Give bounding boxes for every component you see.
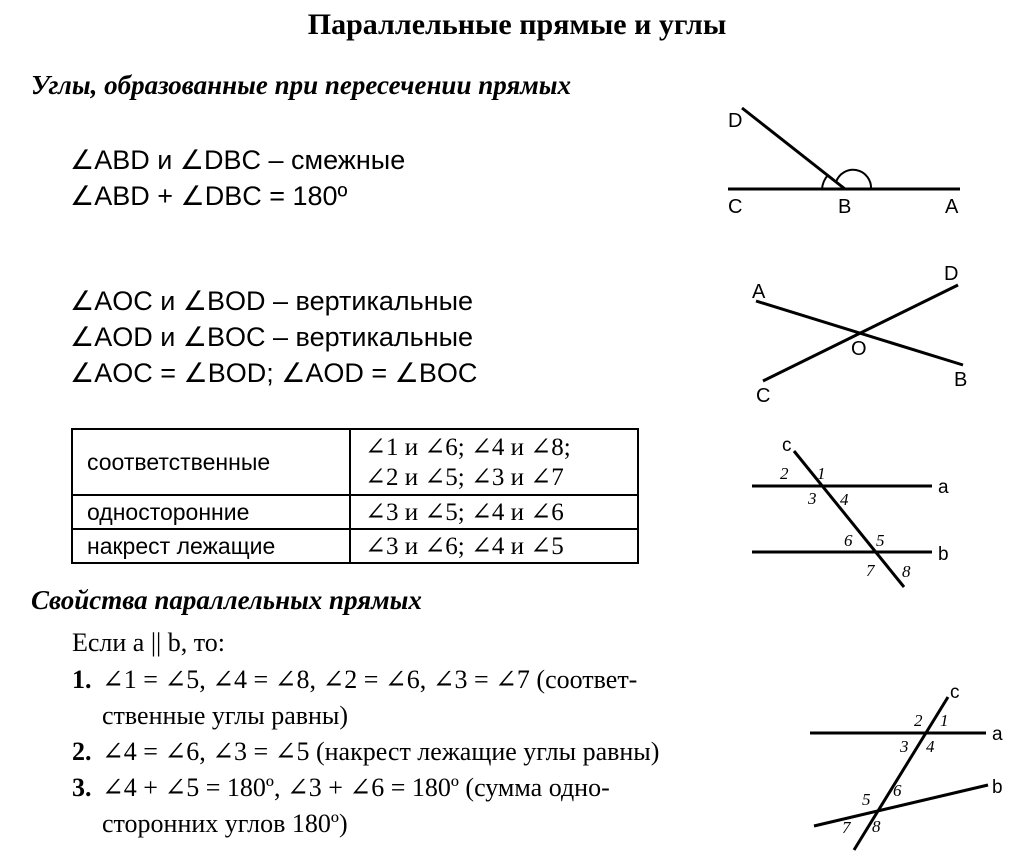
adjacent-line-2: ∠ABD + ∠DBC = 180º: [70, 181, 348, 211]
label-3: 3: [808, 489, 817, 508]
label-b: B: [954, 369, 968, 391]
label-3: 3: [900, 737, 909, 756]
page-title: Параллельные прямые и углы: [307, 8, 727, 41]
label-5: 5: [876, 531, 885, 550]
label-5: 5: [862, 790, 871, 809]
properties-intro: Если a || b, то:: [72, 628, 226, 657]
item-number: 1.: [72, 665, 92, 694]
row-values-line: ∠2 и ∠5; ∠3 и ∠7: [365, 464, 564, 491]
label-c: c: [782, 435, 792, 456]
label-4: 4: [926, 737, 935, 756]
row-values: ∠3 и ∠5; ∠4 и ∠6: [350, 495, 638, 529]
row-name: накрест лежащие: [72, 529, 350, 563]
transversal-c: [854, 697, 948, 850]
row-name: соответственные: [72, 429, 350, 495]
label-6: 6: [844, 531, 853, 550]
adjacent-line-1: ∠ABD и ∠DBC – смежные: [70, 145, 406, 175]
label-b: b: [992, 777, 1003, 798]
vertical-line-1: ∠AOC и ∠BOD – вертикальные: [70, 286, 474, 316]
label-1: 1: [940, 711, 949, 730]
item-text: ственные углы равны): [102, 701, 349, 730]
label-6: 6: [893, 781, 902, 800]
label-b: B: [838, 196, 852, 218]
item-text: ∠1 = ∠5, ∠4 = ∠8, ∠2 = ∠6, ∠3 = ∠7 (соответ-: [102, 665, 638, 694]
label-7: 7: [842, 818, 851, 837]
label-7: 7: [866, 561, 875, 580]
item-text: ∠4 = ∠6, ∠3 = ∠5 (накрест лежащие углы равны): [102, 737, 660, 766]
row-values: ∠3 и ∠6; ∠4 и ∠5: [350, 529, 638, 563]
label-1: 1: [817, 464, 826, 483]
label-2: 2: [914, 711, 923, 730]
label-a: A: [752, 281, 766, 303]
vertical-line-3: ∠AOC = ∠BOD; ∠AOD = ∠BOC: [70, 358, 478, 388]
label-o: O: [851, 338, 867, 360]
section-heading-properties: Свойства параллельных прямых: [31, 585, 422, 615]
label-4: 4: [840, 490, 849, 509]
section-heading-angles: Углы, образованные при пересечении прямых: [31, 70, 572, 100]
row-values-line: ∠1 и ∠6; ∠4 и ∠8;: [365, 434, 571, 461]
row-name: односторонние: [72, 495, 350, 529]
label-c: C: [756, 385, 771, 407]
item-number: 3.: [72, 773, 92, 802]
label-c: c: [950, 682, 960, 703]
vertical-line-2: ∠AOD и ∠BOC – вертикальные: [70, 322, 474, 352]
label-8: 8: [872, 817, 881, 836]
label-b: b: [938, 544, 949, 565]
label-2: 2: [780, 464, 789, 483]
label-a: a: [938, 477, 949, 498]
label-a: a: [992, 724, 1003, 745]
label-8: 8: [902, 562, 911, 581]
label-d: D: [944, 263, 959, 285]
item-number: 2.: [72, 737, 92, 766]
label-c: C: [728, 196, 743, 218]
label-a: A: [945, 196, 959, 218]
item-text: сторонних углов 180º): [102, 809, 348, 838]
label-d: D: [728, 110, 743, 132]
item-text: ∠4 + ∠5 = 180º, ∠3 + ∠6 = 180º (сумма одно-: [102, 773, 610, 802]
